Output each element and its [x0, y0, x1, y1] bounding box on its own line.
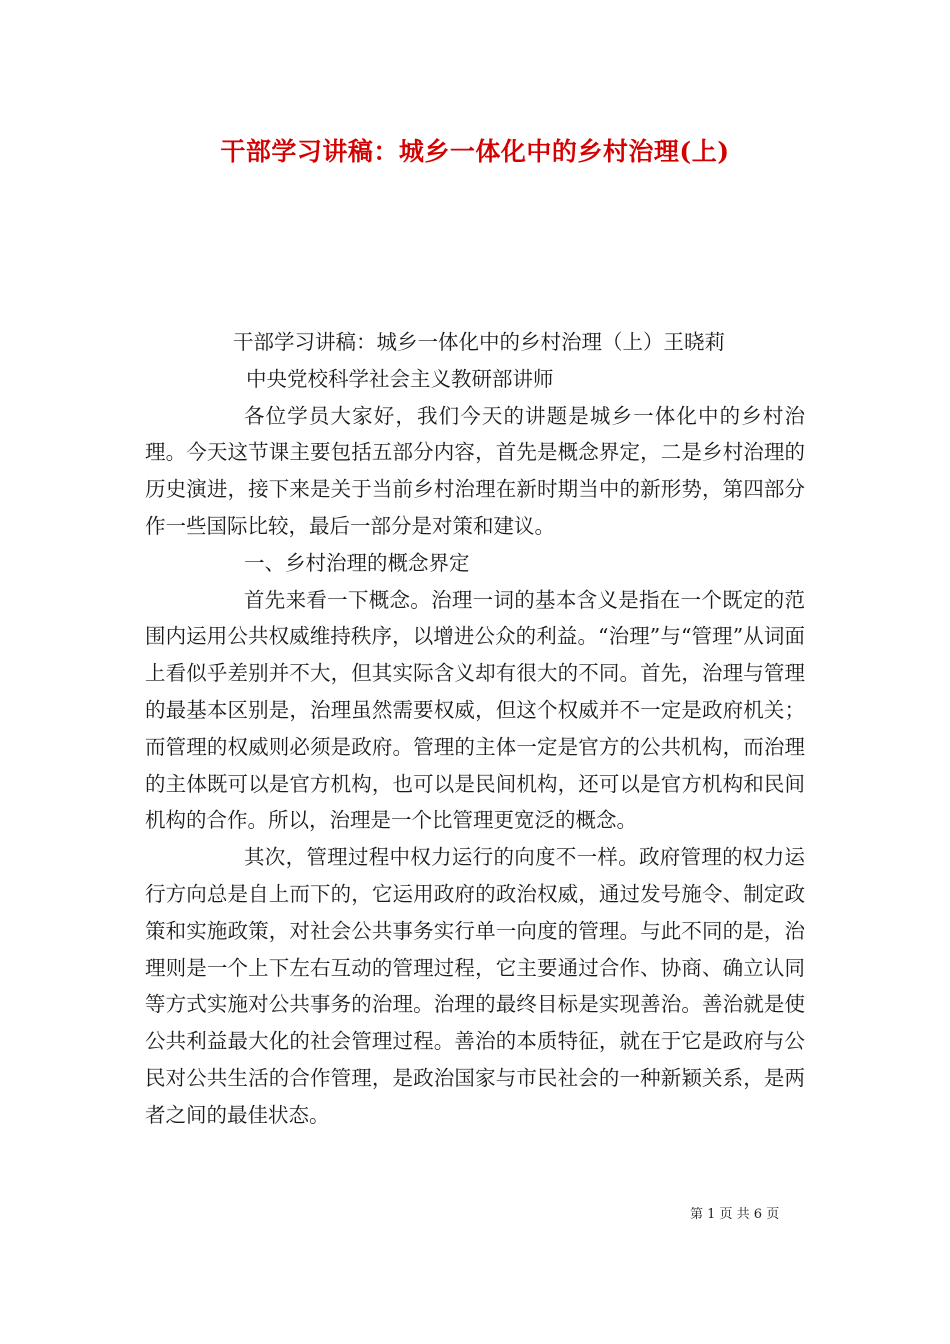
- paragraph-concept: 首先来看一下概念。治理一词的基本含义是指在一个既定的范围内运用公共权威维持秩序，以增进公众的利益。“治理”与“管理”从词面上看似乎差别并不大，但其实际含义却有很大的不同。首先，治理与管理的最基本区别是，治理虽然需要权威，但这个权威并不一定是政府机关；而管理的权威则必须是政府。管理的主体一定是官方的公共机构，而治理的主体既可以是官方机构，也可以是民间机构，还可以是官方机构和民间机构的合作。所以，治理是一个比管理更宽泛的概念。: [145, 587, 805, 833]
- page-number: 第 1 页 共 6 页: [690, 1207, 780, 1222]
- paragraph-direction: 其次，管理过程中权力运行的向度不一样。政府管理的权力运行方向总是自上而下的，它运用政府的政治权威，通过发号施令、制定政策和实施政策，对社会公共事务实行单一向度的管理。与此不同的是，治理则是一个上下左右互动的管理过程，它主要通过合作、协商、确立认同等方式实施对公共事务的治理。治理的最终目标是实现善治。善治就是使公共利益最大化的社会管理过程。善治的本质特征，就在于它是政府与公民对公共生活的合作管理，是政治国家与市民社会的一种新颖关系，是两者之间的最佳状态。: [145, 845, 805, 1127]
- document-title: 干部学习讲稿：城乡一体化中的乡村治理(上): [220, 137, 730, 166]
- byline: 干部学习讲稿：城乡一体化中的乡村治理（上）王晓莉: [233, 330, 725, 354]
- section-heading: 一、乡村治理的概念界定: [244, 550, 470, 575]
- author-affiliation: 中央党校科学社会主义教研部讲师: [246, 366, 554, 391]
- paragraph-intro: 各位学员大家好，我们今天的讲题是城乡一体化中的乡村治理。今天这节课主要包括五部分内容，首先是概念界定，二是乡村治理的历史演进，接下来是关于当前乡村治理在新时期当中的新形势，第四部分作一些国际比较，最后一部分是对策和建议。: [145, 403, 805, 538]
- document-body: [145, 324, 805, 1134]
